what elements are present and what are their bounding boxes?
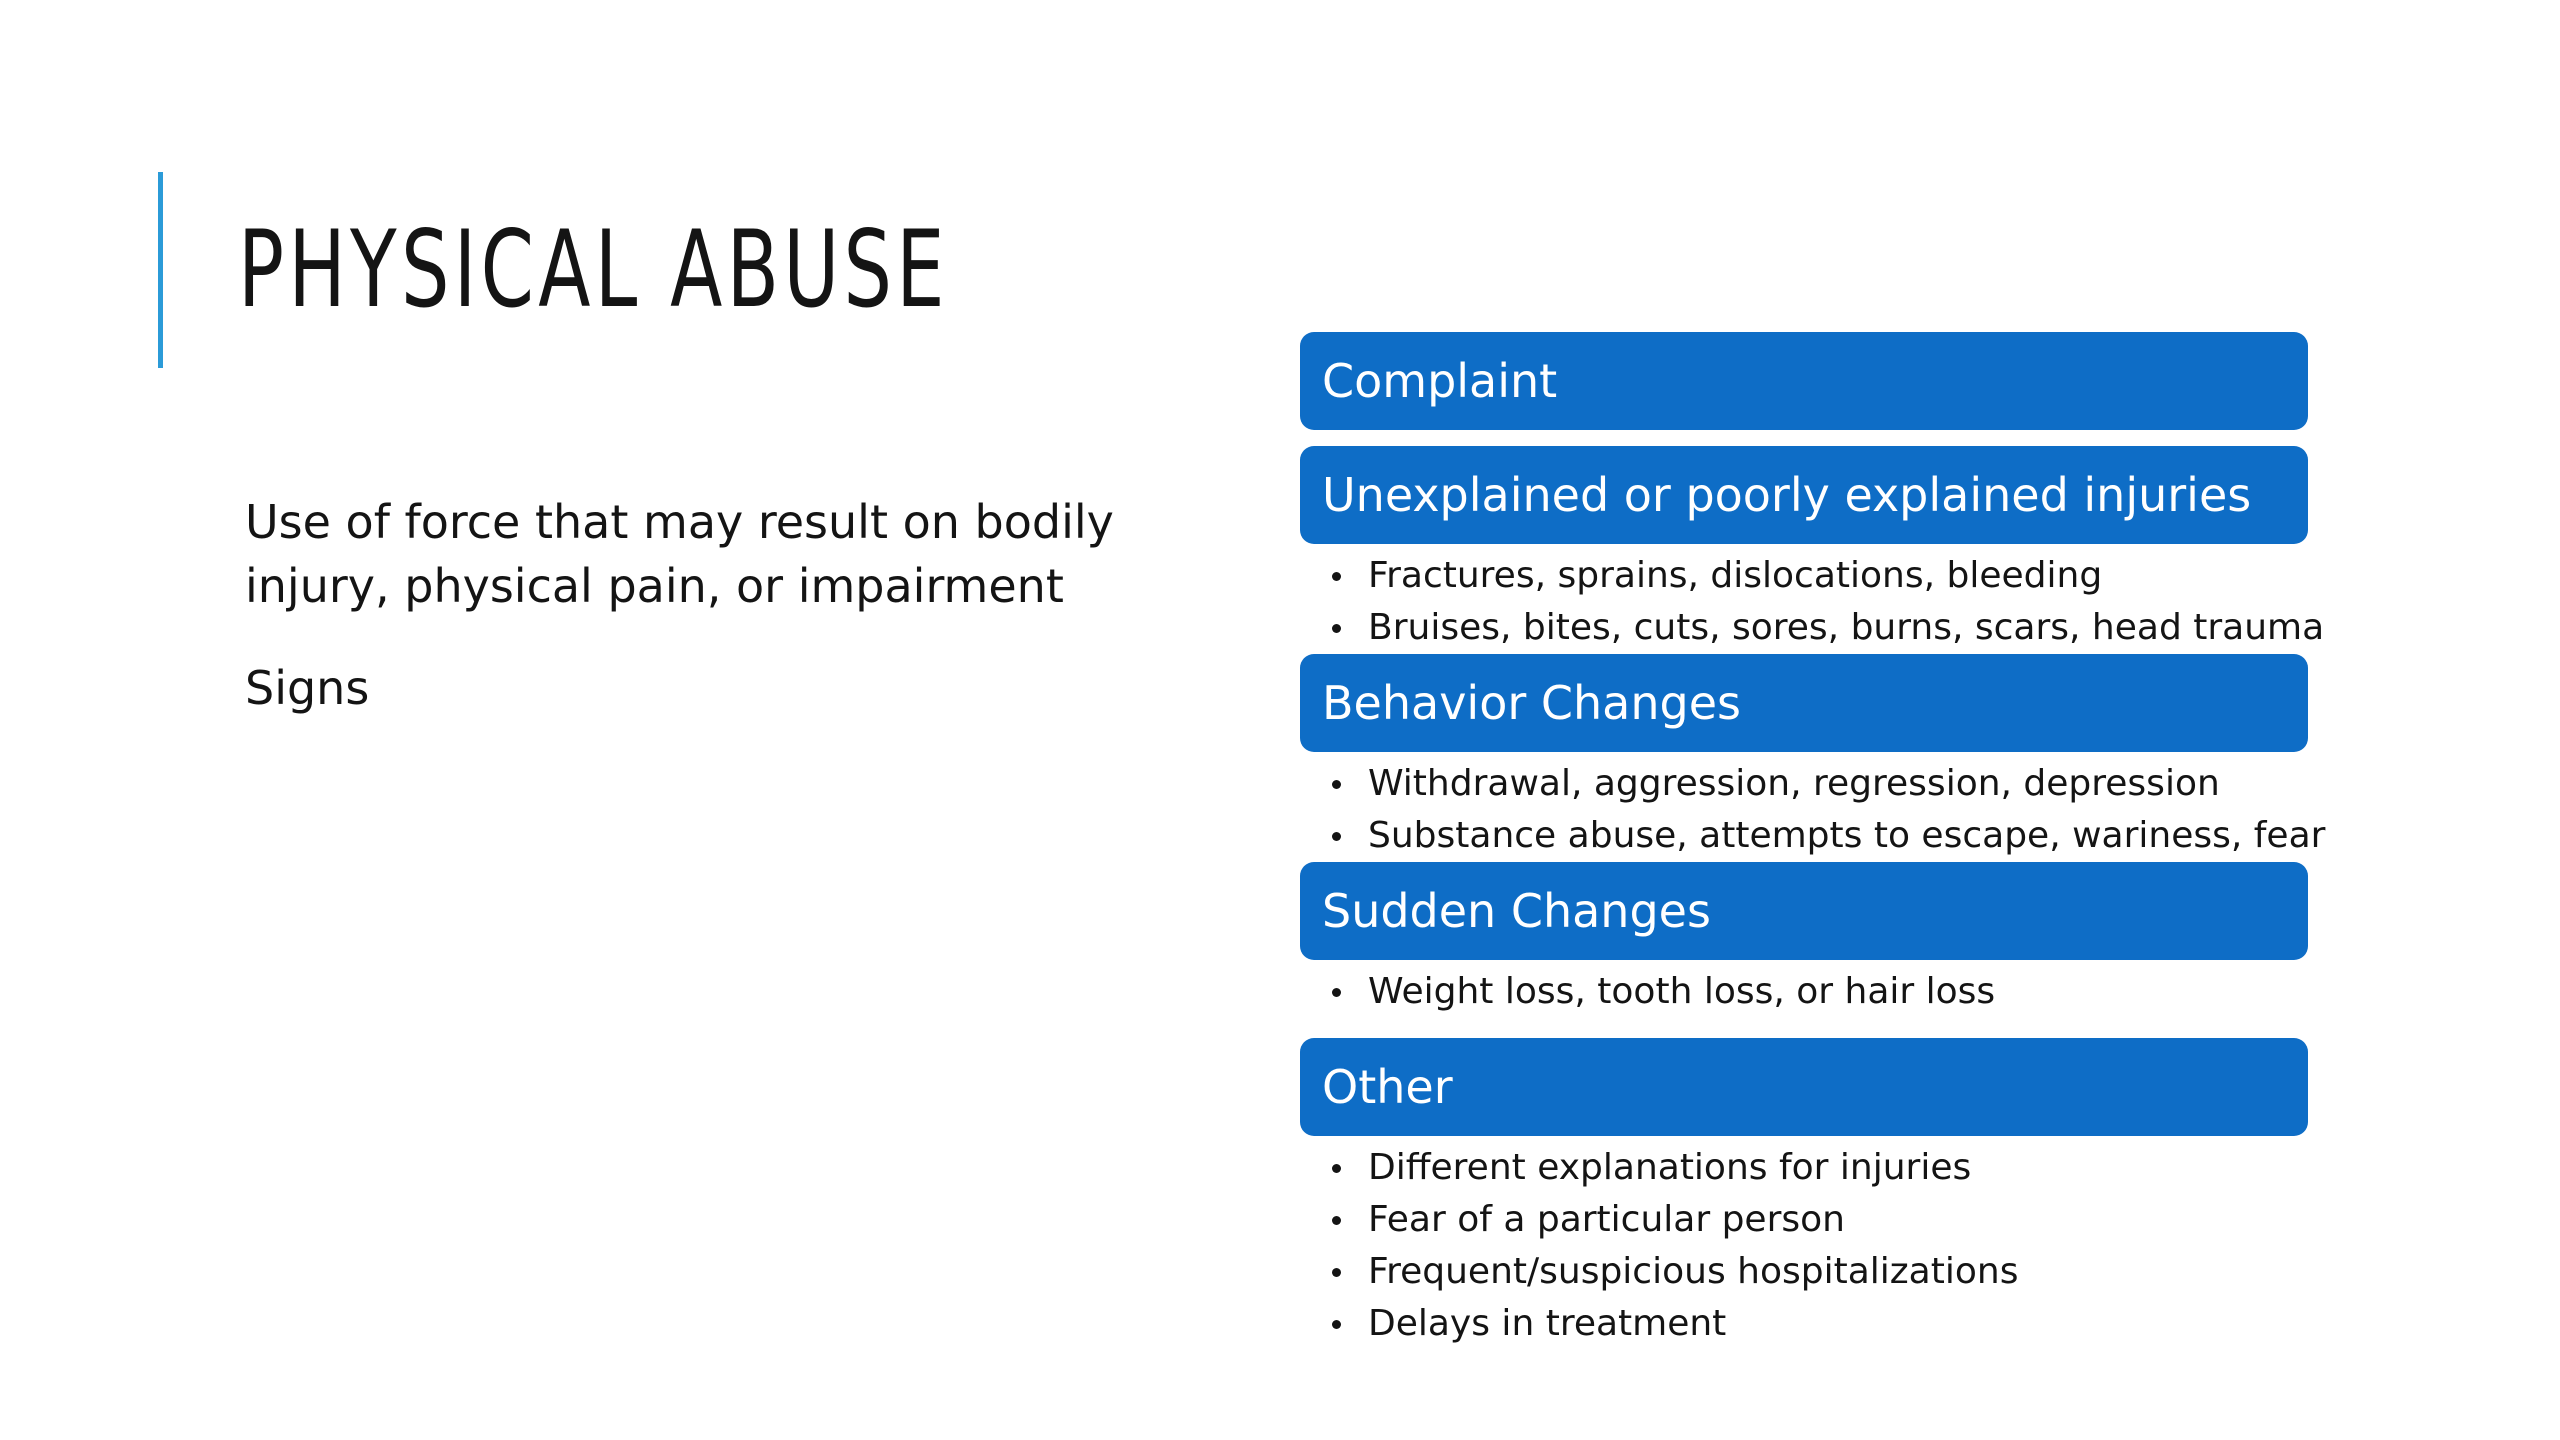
bullet-icon bbox=[1332, 624, 1341, 633]
section-unexplained-injuries bbox=[1300, 446, 2325, 654]
bullet-icon bbox=[1332, 988, 1341, 997]
bullet-text: Frequent/suspicious hospitalizations bbox=[1368, 1251, 2019, 1292]
bullet-item bbox=[1300, 602, 2325, 654]
bullet-text: Fractures, sprains, dislocations, bleeding bbox=[1368, 555, 2103, 596]
slide-title: PHYSICAL ABUSE bbox=[238, 208, 949, 331]
bullet-icon bbox=[1332, 1268, 1341, 1277]
bullet-text: Bruises, bites, cuts, sores, burns, scars, head trauma bbox=[1368, 607, 2325, 648]
bullet-icon bbox=[1332, 780, 1341, 789]
section-header: Complaint bbox=[1300, 332, 2308, 430]
title-accent-bar bbox=[158, 172, 163, 368]
section-behavior-changes bbox=[1300, 654, 2326, 862]
bullet-list bbox=[1300, 550, 2325, 654]
bullet-icon bbox=[1332, 1320, 1341, 1329]
bullet-list bbox=[1300, 966, 2308, 1018]
section-header: Unexplained or poorly explained injuries bbox=[1300, 446, 2308, 544]
bullet-item bbox=[1300, 550, 2308, 602]
bullet-text: Different explanations for injuries bbox=[1368, 1147, 1972, 1188]
bullet-item bbox=[1300, 758, 2308, 810]
bullet-icon bbox=[1332, 1216, 1341, 1225]
bullet-item bbox=[1300, 1194, 2308, 1246]
section-header: Sudden Changes bbox=[1300, 862, 2308, 960]
section-header: Other bbox=[1300, 1038, 2308, 1136]
bullet-text: Fear of a particular person bbox=[1368, 1199, 1845, 1240]
bullet-list bbox=[1300, 758, 2326, 862]
bullet-item bbox=[1300, 1142, 2308, 1194]
bullet-list bbox=[1300, 1142, 2308, 1350]
section-header: Behavior Changes bbox=[1300, 654, 2308, 752]
section-other bbox=[1300, 1038, 2308, 1350]
bullet-item bbox=[1300, 1246, 2308, 1298]
bullet-text: Substance abuse, attempts to escape, wariness, fear bbox=[1368, 815, 2326, 856]
definition-text: Use of force that may result on bodily injury, physical pain, or impairment bbox=[245, 495, 1114, 613]
bullet-icon bbox=[1332, 572, 1341, 581]
section-complaint bbox=[1300, 332, 2308, 430]
bullet-text: Withdrawal, aggression, regression, depression bbox=[1368, 763, 2220, 804]
bullet-icon bbox=[1332, 832, 1341, 841]
bullet-icon bbox=[1332, 1164, 1341, 1173]
bullet-text: Weight loss, tooth loss, or hair loss bbox=[1368, 971, 1996, 1012]
signs-label: Signs bbox=[245, 661, 370, 715]
bullet-item bbox=[1300, 966, 2308, 1018]
bullet-item bbox=[1300, 810, 2326, 862]
bullet-text: Delays in treatment bbox=[1368, 1303, 1727, 1344]
bullet-item bbox=[1300, 1298, 2308, 1350]
section-sudden-changes bbox=[1300, 862, 2308, 1018]
